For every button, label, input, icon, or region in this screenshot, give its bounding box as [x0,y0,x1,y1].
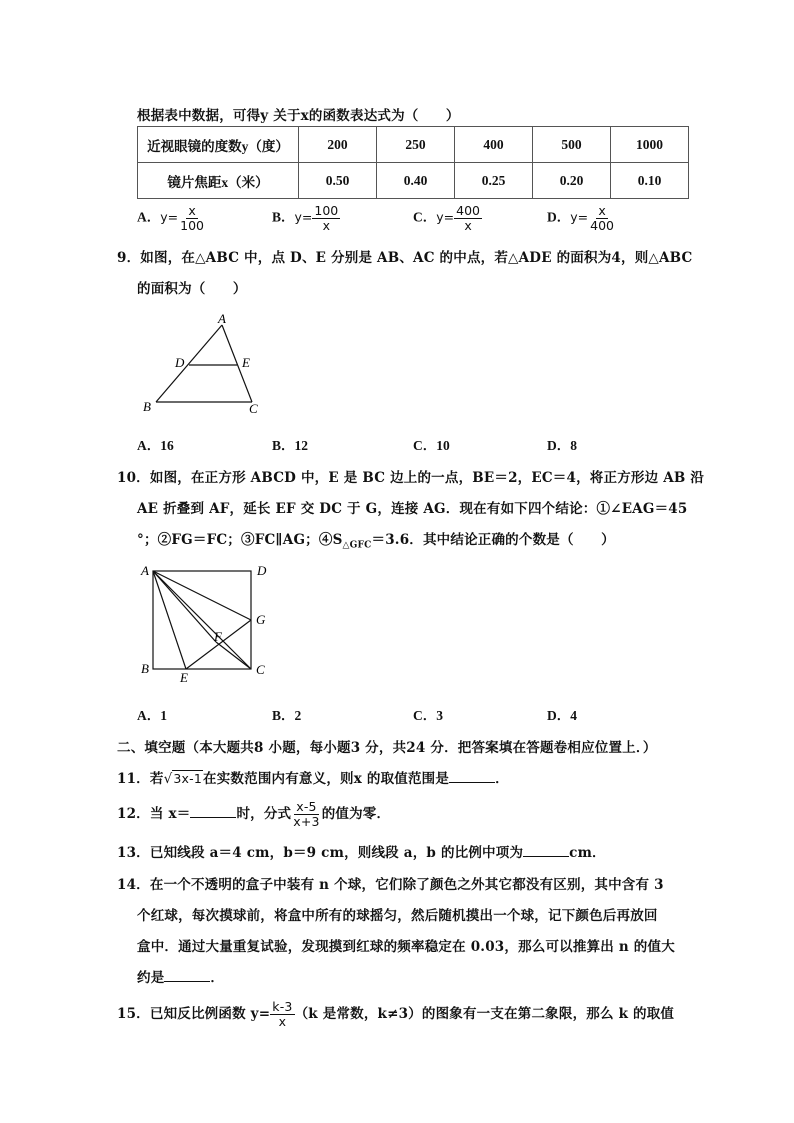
q15 [117,1000,674,1029]
q14-line-2: 个红球，每次摸球前，将盒中所有的球摇匀，然后随机摸出一个球，记下颜色后再放回 [137,908,658,924]
segment-fc [216,642,251,669]
table-cell: 500 [533,127,611,163]
denominator: 400 [590,218,614,233]
numerator: x [188,203,196,218]
segment-af [153,571,216,642]
q10-line-3 [137,528,615,551]
table-cell: 400 [455,127,533,163]
q14-line-4 [137,966,224,986]
q10-option-b: B．2 [272,708,302,723]
q10-line-3-prefix: °；②FG＝FC；③FC∥AG；④S [137,532,343,548]
sqrt-sign: √ [163,771,173,787]
q8-option-b [272,204,340,233]
numerator: x [598,203,606,218]
q10-square-figure [137,560,277,690]
table-cell: 200 [299,127,377,163]
option-label: D． [547,209,571,225]
label-a: A [218,311,226,326]
q9-line-1: 9．如图，在△ABC 中，点 D、E 分别是 AB、AC 的中点，若△ADE 的面积为4，则△ABC [117,250,693,266]
denominator: x [464,218,472,233]
q11 [117,767,509,787]
label-b: B [143,399,151,414]
option-fraction [312,204,340,233]
option-label: C． [413,209,437,225]
q12-fraction [291,800,321,829]
q8-option-c [413,204,482,233]
q11-prefix: 11．若 [117,771,164,787]
segment-ac [153,571,251,669]
q11-end: ． [495,771,509,787]
numerator: k-3 [272,999,293,1014]
numerator: 400 [456,203,480,218]
q12 [117,800,390,829]
table-row [138,127,689,163]
answer-blank [190,805,236,818]
option-fraction [588,204,616,233]
answer-blank [164,969,210,982]
q15-prefix: 15．已知反比例函数 y= [117,1006,271,1022]
q11-radicand: 3x-1 [173,771,203,786]
q12-suffix: 的值为零． [321,806,391,822]
q13 [117,841,606,861]
answer-blank [523,844,569,857]
segment-ae [153,571,186,669]
q9-option-b: B．12 [272,438,309,453]
q12-prefix: 12．当 x＝ [117,806,191,822]
label-f: F [214,629,222,644]
label-g: G [256,612,266,627]
option-lhs: y= [294,209,313,225]
q8-option-a [137,204,206,233]
q15-fraction [270,1000,294,1029]
option-lhs: y= [160,209,179,225]
q9-option-d: D．8 [547,438,577,453]
table-cell: 0.20 [533,163,611,199]
label-d: D [175,355,185,370]
table-header-cell: 近视眼镜的度数y（度） [138,127,299,163]
label-e: E [242,355,250,370]
q10-option-c: C．3 [413,708,443,723]
denominator: 100 [180,218,204,233]
q12-mid: 时，分式 [236,806,292,822]
q8-stem: 根据表中数据，可得y 关于x的函数表达式为（ ） [137,108,460,124]
label-a: A [141,563,149,578]
table-cell: 250 [377,127,455,163]
q11-suffix: 在实数范围内有意义，则x 的取值范围是 [203,771,450,787]
q8-data-table [137,126,689,199]
label-b: B [141,661,149,676]
q10-line-1: 10．如图，在正方形 ABCD 中，E 是 BC 边上的一点，BE＝2，EC＝4，将正方形边 AB 沿 [117,470,705,486]
option-lhs: y= [436,209,455,225]
q9-option-a: A．16 [137,438,174,453]
q10-area-subscript: △GFC [342,540,372,551]
table-cell: 1000 [611,127,689,163]
label-c: C [256,662,265,677]
q10-line-2: AE 折叠到 AF，延长 EF 交 DC 于 G，连接 AG．现在有如下四个结论：①∠EAG＝45 [137,501,688,517]
q10-line-3-suffix: ＝3.6．其中结论正确的个数是（ ） [371,532,615,548]
q9-line-2: 的面积为（ ） [137,281,247,297]
q14-line-4-end: ． [210,970,225,986]
segment-ag [153,571,251,620]
q13-text: 13．已知线段 a＝4 cm，b＝9 cm，则线段 a，b 的比例中项为 [117,845,524,861]
q10-option-a: A．1 [137,708,167,723]
denominator: x [278,1014,287,1029]
table-cell: 0.25 [455,163,533,199]
table-row [138,163,689,199]
q10-option-d: D．4 [547,708,577,723]
table-cell: 0.50 [299,163,377,199]
q14-line-1: 14．在一个不透明的盒子中装有 n 个球，它们除了颜色之外其它都没有区别，其中含有 3 [117,877,664,893]
side-ab [156,325,222,402]
table-cell: 0.10 [611,163,689,199]
label-d: D [257,563,267,578]
q9-triangle-figure [130,305,280,420]
option-fraction [454,204,482,233]
numerator: x-5 [296,799,317,814]
q8-option-d [547,204,616,233]
label-c: C [249,401,258,416]
option-lhs: y= [570,209,589,225]
answer-blank [449,770,495,783]
option-label: A． [137,209,161,225]
table-header-cell: 镜片焦距x（米） [138,163,299,199]
q15-suffix: （k 是常数，k≠3）的图象有一支在第二象限，那么 k 的取值 [294,1006,675,1022]
q9-option-c: C．10 [413,438,450,453]
q13-end: cm． [569,845,606,861]
option-label: B． [272,209,295,225]
section-2-heading: 二、填空题（本大题共8 小题，每小题3 分，共24 分．把答案填在答题卷相应位置上．） [117,740,657,756]
denominator: x [322,218,331,233]
numerator: 100 [314,203,339,218]
q14-line-4-text: 约是 [137,970,165,986]
option-fraction [178,204,206,233]
denominator: x+3 [293,814,320,829]
q14-line-3: 盒中．通过大量重复试验，发现摸到红球的频率稳定在 0.03，那么可以推算出 n 的值大 [137,939,675,955]
table-cell: 0.40 [377,163,455,199]
label-e: E [180,670,188,685]
